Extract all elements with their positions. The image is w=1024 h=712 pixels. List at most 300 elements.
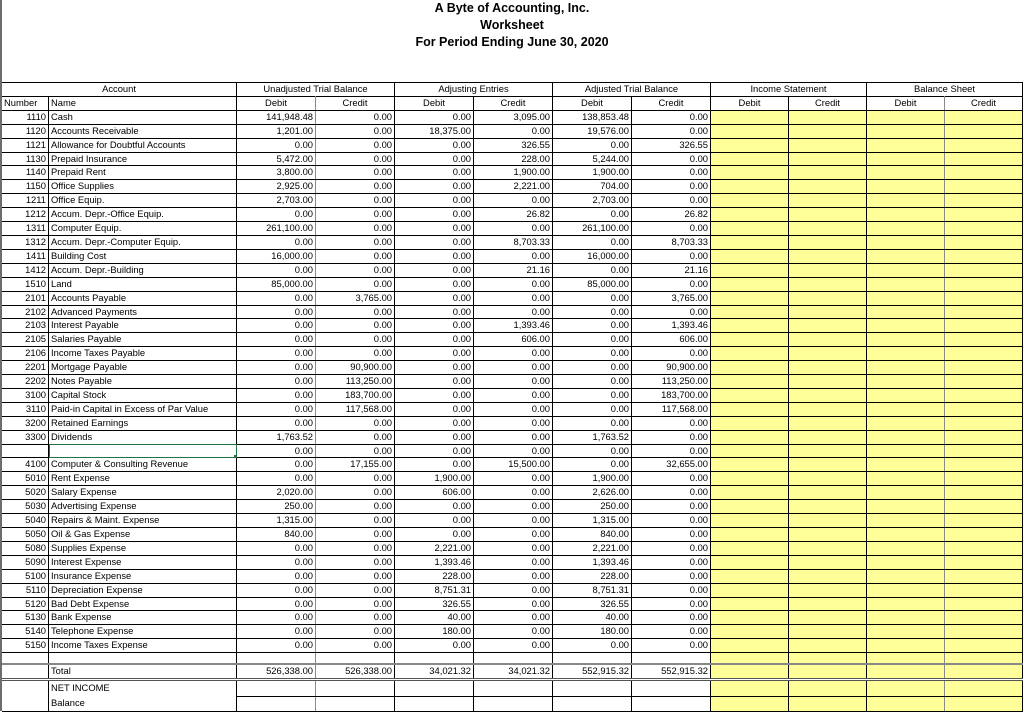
cell-ae-credit[interactable]: 0.00 <box>474 249 553 263</box>
cell-ae-debit[interactable]: 8,751.31 <box>395 583 474 597</box>
cell-ae-credit[interactable]: 1,900.00 <box>474 166 553 180</box>
cell-utb-credit[interactable]: 0.00 <box>316 597 395 611</box>
account-name[interactable]: Bank Expense <box>49 611 237 625</box>
cell-utb-credit[interactable]: 0.00 <box>316 611 395 625</box>
cell-atb-debit[interactable]: 0.00 <box>553 305 632 319</box>
cell-bs-debit[interactable] <box>867 347 945 361</box>
cell-utb-debit[interactable]: 0.00 <box>237 361 316 375</box>
cell-utb-credit[interactable]: 0.00 <box>316 639 395 653</box>
cell-bs-debit[interactable] <box>867 444 945 458</box>
cell-is-credit[interactable] <box>789 110 867 124</box>
cell-utb-credit[interactable]: 0.00 <box>316 514 395 528</box>
cell[interactable] <box>474 696 553 712</box>
cell-bs-credit[interactable] <box>945 180 1023 194</box>
cell[interactable] <box>316 653 395 665</box>
cell-atb-credit[interactable]: 26.82 <box>632 208 711 222</box>
cell-ae-credit[interactable]: 0.00 <box>474 500 553 514</box>
cell-ae-debit[interactable]: 180.00 <box>395 625 474 639</box>
cell-utb-credit[interactable]: 0.00 <box>316 152 395 166</box>
account-name[interactable]: Interest Payable <box>49 319 237 333</box>
cell-bs-credit[interactable] <box>945 416 1023 430</box>
cell-is-debit[interactable] <box>711 319 789 333</box>
cell-is-credit[interactable] <box>789 249 867 263</box>
cell-utb-credit[interactable]: 0.00 <box>316 500 395 514</box>
cell-atb-credit[interactable]: 0.00 <box>632 541 711 555</box>
account-number[interactable]: 5110 <box>2 583 49 597</box>
account-name[interactable]: Repairs & Maint. Expense <box>49 514 237 528</box>
cell-utb-credit[interactable]: 0.00 <box>316 208 395 222</box>
cell-is-credit[interactable] <box>789 124 867 138</box>
cell-ae-debit[interactable]: 0.00 <box>395 458 474 472</box>
cell-ae-credit[interactable]: 0.00 <box>474 528 553 542</box>
cell-is-credit[interactable] <box>789 347 867 361</box>
account-number[interactable]: 5100 <box>2 569 49 583</box>
account-name[interactable]: Building Cost <box>49 249 237 263</box>
cell-utb-debit[interactable]: 0.00 <box>237 291 316 305</box>
cell-utb-credit[interactable]: 0.00 <box>316 305 395 319</box>
cell-is-debit[interactable] <box>711 500 789 514</box>
cell-is-debit[interactable] <box>711 639 789 653</box>
cell[interactable] <box>237 680 316 697</box>
cell-ae-credit[interactable]: 0.00 <box>474 555 553 569</box>
cell-ae-debit[interactable]: 0.00 <box>395 291 474 305</box>
cell-is-debit[interactable] <box>711 402 789 416</box>
account-name[interactable]: Notes Payable <box>49 375 237 389</box>
cell-utb-credit[interactable]: 0.00 <box>316 333 395 347</box>
cell-bs-debit[interactable] <box>867 639 945 653</box>
cell-ae-debit[interactable]: 0.00 <box>395 110 474 124</box>
account-name[interactable]: Dividends <box>49 430 237 444</box>
cell-ae-credit[interactable]: 15,500.00 <box>474 458 553 472</box>
cell[interactable] <box>474 653 553 665</box>
cell-utb-credit[interactable]: 0.00 <box>316 555 395 569</box>
cell-is-credit[interactable] <box>789 305 867 319</box>
cell-atb-credit[interactable]: 0.00 <box>632 152 711 166</box>
cell-ae-debit[interactable]: 1,393.46 <box>395 555 474 569</box>
cell-ae-credit[interactable]: 0.00 <box>474 583 553 597</box>
account-number[interactable]: 2101 <box>2 291 49 305</box>
total-bs-debit[interactable] <box>867 664 945 679</box>
cell-ae-debit[interactable]: 0.00 <box>395 347 474 361</box>
cell-atb-credit[interactable]: 0.00 <box>632 277 711 291</box>
cell-is-debit[interactable] <box>711 208 789 222</box>
cell-atb-debit[interactable]: 0.00 <box>553 347 632 361</box>
cell-utb-debit[interactable]: 2,020.00 <box>237 486 316 500</box>
cell-is-debit[interactable] <box>711 263 789 277</box>
cell-is-debit[interactable] <box>711 528 789 542</box>
cell-bs-credit[interactable] <box>945 347 1023 361</box>
cell-utb-credit[interactable]: 0.00 <box>316 138 395 152</box>
cell[interactable] <box>237 696 316 712</box>
cell-is-credit[interactable] <box>789 541 867 555</box>
account-name[interactable]: Accum. Depr.-Building <box>49 263 237 277</box>
cell-is-debit[interactable] <box>711 291 789 305</box>
cell-atb-credit[interactable]: 183,700.00 <box>632 388 711 402</box>
cell-atb-debit[interactable]: 261,100.00 <box>553 222 632 236</box>
cell-ae-debit[interactable]: 0.00 <box>395 514 474 528</box>
account-name[interactable]: Accum. Depr.-Office Equip. <box>49 208 237 222</box>
cell-is-credit[interactable] <box>789 611 867 625</box>
cell-bs-credit[interactable] <box>945 361 1023 375</box>
cell-ae-credit[interactable]: 0.00 <box>474 305 553 319</box>
cell-utb-debit[interactable]: 0.00 <box>237 388 316 402</box>
cell-atb-credit[interactable]: 0.00 <box>632 639 711 653</box>
cell-atb-debit[interactable]: 0.00 <box>553 416 632 430</box>
cell-atb-debit[interactable]: 0.00 <box>553 208 632 222</box>
cell-is-credit[interactable] <box>789 375 867 389</box>
cell-utb-credit[interactable]: 0.00 <box>316 347 395 361</box>
cell[interactable] <box>395 696 474 712</box>
cell-bs-debit[interactable] <box>867 430 945 444</box>
cell-bs-credit[interactable] <box>945 263 1023 277</box>
cell-utb-credit[interactable]: 0.00 <box>316 110 395 124</box>
cell-utb-debit[interactable]: 1,201.00 <box>237 124 316 138</box>
cell-utb-debit[interactable]: 1,315.00 <box>237 514 316 528</box>
cell-atb-debit[interactable]: 40.00 <box>553 611 632 625</box>
cell-is-debit[interactable] <box>711 375 789 389</box>
cell-bs-debit[interactable] <box>867 361 945 375</box>
cell-ae-debit[interactable]: 0.00 <box>395 194 474 208</box>
cell-utb-debit[interactable]: 261,100.00 <box>237 222 316 236</box>
cell-is-debit[interactable] <box>711 569 789 583</box>
cell-atb-credit[interactable]: 0.00 <box>632 514 711 528</box>
cell-atb-credit[interactable]: 0.00 <box>632 583 711 597</box>
cell-ae-credit[interactable]: 0.00 <box>474 194 553 208</box>
cell-ae-credit[interactable]: 0.00 <box>474 472 553 486</box>
account-name[interactable]: Depreciation Expense <box>49 583 237 597</box>
cell-is-credit[interactable] <box>789 486 867 500</box>
cell-bs-debit[interactable] <box>867 500 945 514</box>
cell[interactable] <box>553 680 632 697</box>
cell-bs-credit[interactable] <box>945 486 1023 500</box>
cell-ae-credit[interactable]: 3,095.00 <box>474 110 553 124</box>
cell-atb-credit[interactable]: 0.00 <box>632 500 711 514</box>
cell-atb-credit[interactable]: 0.00 <box>632 305 711 319</box>
cell-is-debit[interactable] <box>711 514 789 528</box>
cell-atb-credit[interactable]: 8,703.33 <box>632 235 711 249</box>
cell-is-credit[interactable] <box>789 388 867 402</box>
account-number[interactable]: 5150 <box>2 639 49 653</box>
cell-atb-debit[interactable]: 0.00 <box>553 138 632 152</box>
cell-bs-debit[interactable] <box>867 625 945 639</box>
cell-ae-debit[interactable]: 0.00 <box>395 208 474 222</box>
cell-atb-credit[interactable]: 90,900.00 <box>632 361 711 375</box>
cell-ae-credit[interactable]: 21.16 <box>474 263 553 277</box>
cell-is-debit[interactable] <box>711 124 789 138</box>
cell-bs-credit[interactable] <box>945 319 1023 333</box>
cell-utb-credit[interactable]: 0.00 <box>316 277 395 291</box>
cell-atb-debit[interactable]: 19,576.00 <box>553 124 632 138</box>
cell-utb-debit[interactable]: 0.00 <box>237 611 316 625</box>
cell-ae-debit[interactable]: 0.00 <box>395 388 474 402</box>
account-name[interactable]: Computer & Consulting Revenue <box>49 458 237 472</box>
cell-utb-debit[interactable]: 1,763.52 <box>237 430 316 444</box>
account-number[interactable]: 1510 <box>2 277 49 291</box>
cell-atb-credit[interactable]: 0.00 <box>632 597 711 611</box>
cell-bs-debit[interactable] <box>867 222 945 236</box>
account-number[interactable]: 2102 <box>2 305 49 319</box>
total-label[interactable]: Total <box>49 664 237 679</box>
total-utb-credit[interactable]: 526,338.00 <box>316 664 395 679</box>
cell-atb-credit[interactable]: 0.00 <box>632 249 711 263</box>
cell[interactable] <box>632 680 711 697</box>
total-ae-debit[interactable]: 34,021.32 <box>395 664 474 679</box>
cell-ae-credit[interactable]: 0.00 <box>474 430 553 444</box>
cell-is-credit[interactable] <box>789 472 867 486</box>
cell-bs-credit[interactable] <box>945 222 1023 236</box>
account-name[interactable]: Insurance Expense <box>49 569 237 583</box>
cell[interactable] <box>2 696 49 712</box>
cell-atb-credit[interactable]: 606.00 <box>632 333 711 347</box>
cell-bs-credit[interactable] <box>945 500 1023 514</box>
cell-atb-credit[interactable]: 117,568.00 <box>632 402 711 416</box>
account-name[interactable]: Paid-in Capital in Excess of Par Value <box>49 402 237 416</box>
net-income-bs-debit[interactable] <box>867 680 945 697</box>
account-name[interactable]: Computer Equip. <box>49 222 237 236</box>
cell-is-credit[interactable] <box>789 597 867 611</box>
cell-is-credit[interactable] <box>789 555 867 569</box>
cell-ae-debit[interactable]: 0.00 <box>395 333 474 347</box>
cell-atb-debit[interactable]: 0.00 <box>553 444 632 458</box>
cell-atb-debit[interactable]: 0.00 <box>553 639 632 653</box>
cell[interactable] <box>632 653 711 665</box>
cell-is-credit[interactable] <box>789 402 867 416</box>
cell-ae-debit[interactable]: 0.00 <box>395 361 474 375</box>
cell-ae-credit[interactable]: 326.55 <box>474 138 553 152</box>
account-number[interactable]: 5030 <box>2 500 49 514</box>
cell[interactable] <box>395 653 474 665</box>
account-number[interactable]: 1150 <box>2 180 49 194</box>
cell-is-debit[interactable] <box>711 611 789 625</box>
cell-bs-credit[interactable] <box>945 333 1023 347</box>
cell-atb-credit[interactable]: 21.16 <box>632 263 711 277</box>
cell-ae-credit[interactable]: 0.00 <box>474 569 553 583</box>
cell-utb-debit[interactable]: 141,948.48 <box>237 110 316 124</box>
cell-bs-credit[interactable] <box>945 194 1023 208</box>
account-number[interactable]: 3200 <box>2 416 49 430</box>
cell-is-credit[interactable] <box>789 152 867 166</box>
cell-ae-credit[interactable]: 8,703.33 <box>474 235 553 249</box>
cell-atb-debit[interactable]: 2,221.00 <box>553 541 632 555</box>
cell-is-credit[interactable] <box>789 416 867 430</box>
cell-atb-credit[interactable]: 0.00 <box>632 486 711 500</box>
cell-bs-credit[interactable] <box>945 291 1023 305</box>
cell-utb-credit[interactable]: 0.00 <box>316 569 395 583</box>
cell-utb-credit[interactable]: 0.00 <box>316 166 395 180</box>
cell-atb-debit[interactable]: 1,393.46 <box>553 555 632 569</box>
account-number[interactable]: 2202 <box>2 375 49 389</box>
cell-atb-debit[interactable]: 138,853.48 <box>553 110 632 124</box>
cell-ae-debit[interactable]: 0.00 <box>395 402 474 416</box>
cell-atb-debit[interactable]: 1,900.00 <box>553 472 632 486</box>
cell-atb-credit[interactable]: 0.00 <box>632 180 711 194</box>
cell-ae-credit[interactable]: 0.00 <box>474 444 553 458</box>
cell-atb-debit[interactable]: 0.00 <box>553 375 632 389</box>
cell[interactable] <box>395 680 474 697</box>
account-number[interactable]: 1311 <box>2 222 49 236</box>
cell-bs-credit[interactable] <box>945 277 1023 291</box>
cell-atb-debit[interactable]: 0.00 <box>553 402 632 416</box>
cell-bs-credit[interactable] <box>945 569 1023 583</box>
cell-bs-debit[interactable] <box>867 569 945 583</box>
account-name[interactable]: Advanced Payments <box>49 305 237 319</box>
account-name[interactable]: Prepaid Rent <box>49 166 237 180</box>
cell-ae-credit[interactable]: 0.00 <box>474 639 553 653</box>
cell[interactable] <box>2 664 49 679</box>
cell-atb-credit[interactable]: 0.00 <box>632 222 711 236</box>
total-is-debit[interactable] <box>711 664 789 679</box>
cell-is-credit[interactable] <box>789 166 867 180</box>
cell-is-debit[interactable] <box>711 277 789 291</box>
cell[interactable] <box>2 653 49 665</box>
cell-bs-debit[interactable] <box>867 458 945 472</box>
account-number[interactable]: 1121 <box>2 138 49 152</box>
cell-utb-credit[interactable]: 0.00 <box>316 444 395 458</box>
cell-utb-credit[interactable]: 183,700.00 <box>316 388 395 402</box>
cell-utb-debit[interactable]: 0.00 <box>237 555 316 569</box>
cell-ae-debit[interactable]: 0.00 <box>395 263 474 277</box>
cell-ae-credit[interactable]: 0.00 <box>474 541 553 555</box>
account-number[interactable]: 2201 <box>2 361 49 375</box>
cell-utb-debit[interactable]: 2,925.00 <box>237 180 316 194</box>
cell-bs-credit[interactable] <box>945 402 1023 416</box>
cell-is-credit[interactable] <box>789 333 867 347</box>
cell-atb-credit[interactable]: 113,250.00 <box>632 375 711 389</box>
account-name[interactable]: Capital Stock <box>49 388 237 402</box>
cell-bs-credit[interactable] <box>945 138 1023 152</box>
cell-utb-debit[interactable]: 0.00 <box>237 402 316 416</box>
cell-ae-credit[interactable]: 1,393.46 <box>474 319 553 333</box>
cell-utb-debit[interactable]: 0.00 <box>237 138 316 152</box>
cell-ae-debit[interactable]: 606.00 <box>395 486 474 500</box>
cell[interactable] <box>316 680 395 697</box>
cell-bs-debit[interactable] <box>867 110 945 124</box>
account-name[interactable]: Advertising Expense <box>49 500 237 514</box>
cell-utb-debit[interactable]: 0.00 <box>237 347 316 361</box>
account-name[interactable]: Rent Expense <box>49 472 237 486</box>
cell-ae-credit[interactable]: 0.00 <box>474 291 553 305</box>
cell-bs-credit[interactable] <box>945 166 1023 180</box>
cell-bs-debit[interactable] <box>867 611 945 625</box>
cell-bs-debit[interactable] <box>867 402 945 416</box>
cell-utb-credit[interactable]: 0.00 <box>316 249 395 263</box>
account-number[interactable] <box>2 444 49 458</box>
cell-bs-debit[interactable] <box>867 416 945 430</box>
cell-utb-debit[interactable]: 0.00 <box>237 444 316 458</box>
cell[interactable] <box>237 653 316 665</box>
cell-ae-credit[interactable]: 26.82 <box>474 208 553 222</box>
cell-ae-credit[interactable]: 0.00 <box>474 361 553 375</box>
cell-ae-credit[interactable]: 0.00 <box>474 375 553 389</box>
cell-utb-debit[interactable]: 3,800.00 <box>237 166 316 180</box>
cell-is-debit[interactable] <box>711 597 789 611</box>
cell-ae-debit[interactable]: 0.00 <box>395 444 474 458</box>
cell-bs-credit[interactable] <box>945 528 1023 542</box>
cell-atb-debit[interactable]: 250.00 <box>553 500 632 514</box>
account-number[interactable]: 5090 <box>2 555 49 569</box>
account-name[interactable]: Supplies Expense <box>49 541 237 555</box>
cell-atb-debit[interactable]: 0.00 <box>553 263 632 277</box>
cell-is-credit[interactable] <box>789 180 867 194</box>
cell-utb-debit[interactable]: 0.00 <box>237 583 316 597</box>
cell-utb-debit[interactable]: 0.00 <box>237 569 316 583</box>
account-number[interactable]: 1412 <box>2 263 49 277</box>
cell-atb-credit[interactable]: 0.00 <box>632 625 711 639</box>
cell-ae-debit[interactable]: 0.00 <box>395 166 474 180</box>
cell-ae-credit[interactable]: 0.00 <box>474 625 553 639</box>
cell-atb-debit[interactable]: 840.00 <box>553 528 632 542</box>
cell-is-credit[interactable] <box>789 319 867 333</box>
account-name[interactable]: Income Taxes Expense <box>49 639 237 653</box>
cell-utb-debit[interactable]: 0.00 <box>237 639 316 653</box>
account-number[interactable]: 3300 <box>2 430 49 444</box>
cell-ae-credit[interactable]: 0.00 <box>474 597 553 611</box>
cell[interactable] <box>49 653 237 665</box>
cell-bs-debit[interactable] <box>867 555 945 569</box>
cell[interactable] <box>474 680 553 697</box>
cell-is-debit[interactable] <box>711 152 789 166</box>
net-income-is-credit[interactable] <box>789 680 867 697</box>
cell-is-debit[interactable] <box>711 305 789 319</box>
cell-atb-credit[interactable]: 0.00 <box>632 124 711 138</box>
account-name[interactable]: Accounts Receivable <box>49 124 237 138</box>
cell-bs-credit[interactable] <box>945 597 1023 611</box>
account-number[interactable]: 5010 <box>2 472 49 486</box>
cell-atb-credit[interactable]: 0.00 <box>632 110 711 124</box>
cell-bs-debit[interactable] <box>867 263 945 277</box>
cell-utb-credit[interactable]: 3,765.00 <box>316 291 395 305</box>
cell-bs-credit[interactable] <box>945 653 1023 665</box>
cell-bs-debit[interactable] <box>867 583 945 597</box>
cell-ae-credit[interactable]: 0.00 <box>474 222 553 236</box>
cell-bs-credit[interactable] <box>945 541 1023 555</box>
cell-is-credit[interactable] <box>789 583 867 597</box>
cell-is-credit[interactable] <box>789 194 867 208</box>
cell-utb-credit[interactable]: 0.00 <box>316 625 395 639</box>
cell-atb-credit[interactable]: 0.00 <box>632 611 711 625</box>
cell-ae-credit[interactable]: 228.00 <box>474 152 553 166</box>
cell-ae-credit[interactable]: 606.00 <box>474 333 553 347</box>
cell-utb-debit[interactable]: 0.00 <box>237 263 316 277</box>
cell-utb-debit[interactable]: 0.00 <box>237 472 316 486</box>
net-income-bs-credit[interactable] <box>945 680 1023 697</box>
cell-is-debit[interactable] <box>711 361 789 375</box>
cell-is-credit[interactable] <box>789 569 867 583</box>
cell-ae-debit[interactable]: 0.00 <box>395 305 474 319</box>
cell-bs-debit[interactable] <box>867 166 945 180</box>
cell-atb-credit[interactable]: 0.00 <box>632 472 711 486</box>
cell-atb-debit[interactable]: 2,703.00 <box>553 194 632 208</box>
balance-bs-credit[interactable] <box>945 696 1023 712</box>
cell-utb-credit[interactable]: 90,900.00 <box>316 361 395 375</box>
cell-utb-credit[interactable]: 0.00 <box>316 472 395 486</box>
cell-is-debit[interactable] <box>711 444 789 458</box>
cell-bs-debit[interactable] <box>867 138 945 152</box>
cell-is-debit[interactable] <box>711 472 789 486</box>
cell-is-credit[interactable] <box>789 528 867 542</box>
selected-cell[interactable] <box>49 444 237 458</box>
cell-utb-debit[interactable]: 0.00 <box>237 333 316 347</box>
account-number[interactable]: 5040 <box>2 514 49 528</box>
cell-bs-credit[interactable] <box>945 430 1023 444</box>
cell-bs-credit[interactable] <box>945 124 1023 138</box>
cell-atb-credit[interactable]: 1,393.46 <box>632 319 711 333</box>
cell-utb-credit[interactable]: 0.00 <box>316 528 395 542</box>
cell-utb-debit[interactable]: 0.00 <box>237 541 316 555</box>
cell-ae-credit[interactable]: 0.00 <box>474 388 553 402</box>
cell-utb-debit[interactable]: 0.00 <box>237 208 316 222</box>
cell-is-credit[interactable] <box>789 430 867 444</box>
